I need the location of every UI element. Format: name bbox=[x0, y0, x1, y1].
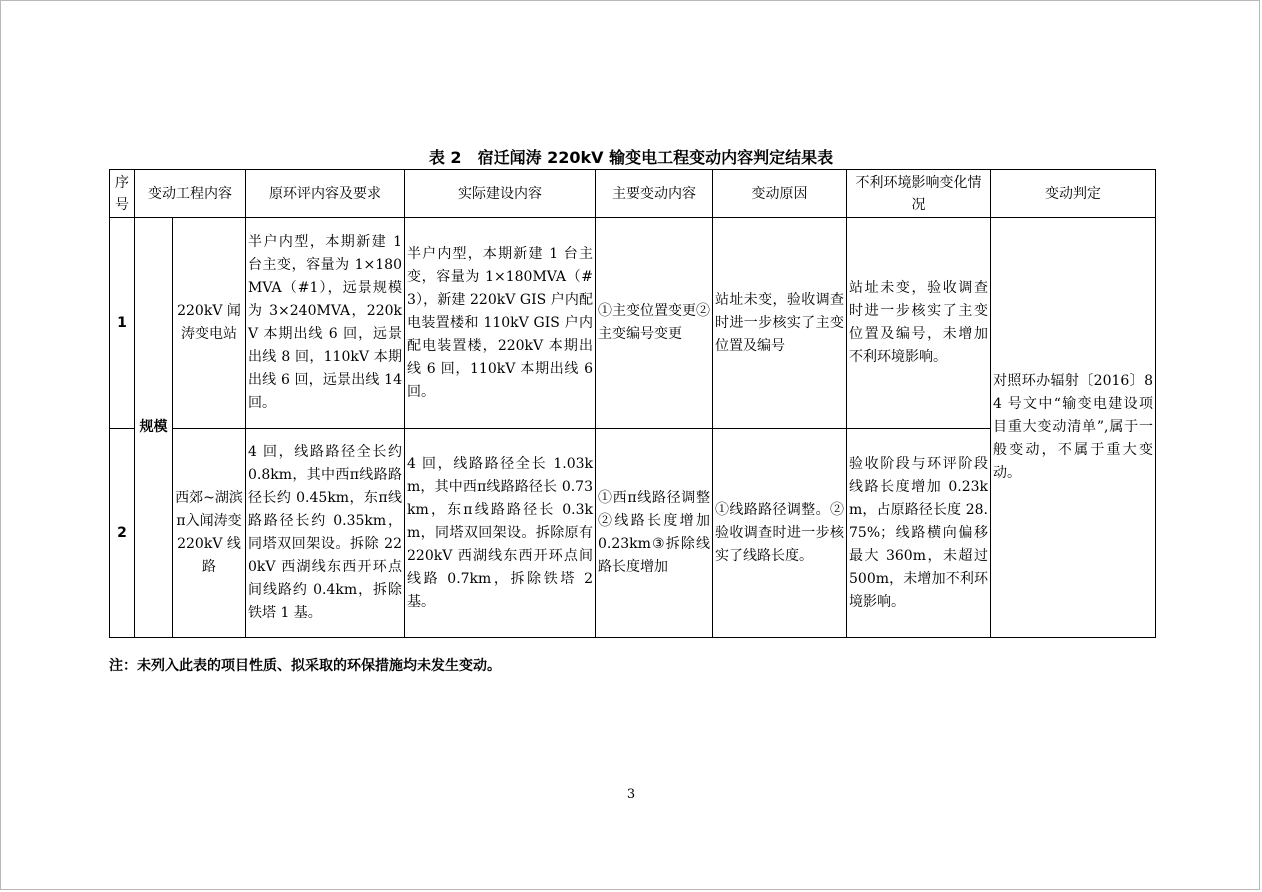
header-row bbox=[110, 170, 1156, 218]
header-main-change: 主要变动内容 bbox=[596, 170, 713, 218]
row-seq: 2 bbox=[110, 429, 135, 638]
header-original: 原环评内容及要求 bbox=[246, 170, 405, 218]
row-original: 半户内型，本期新建 1 台主变，容量为 1×180MVA（#1），远景规模为 3×240MVA，220kV 本期出线 6 回，远景出线 8 回，110kV 本期出线 6 回，远景出线 14 回。 bbox=[246, 218, 405, 429]
row-seq: 1 bbox=[110, 218, 135, 429]
row-impact: 站址未变，验收调查时进一步核实了主变位置及编号，未增加不利环境影响。 bbox=[847, 218, 991, 429]
group-label: 规模 bbox=[135, 218, 173, 638]
row-main-change: ①西π线路径调整②线路长度增加 0.23km③拆除线路长度增加 bbox=[596, 429, 713, 638]
judgment-cell: 对照环办辐射〔2016〕84 号文中“输变电建设项目重大变动清单”,属于一般变动，不属于重大变动。 bbox=[991, 218, 1156, 638]
header-judgment: 变动判定 bbox=[991, 170, 1156, 218]
row-reason: 站址未变，验收调查时进一步核实了主变位置及编号 bbox=[713, 218, 847, 429]
row-item: 220kV 闻涛变电站 bbox=[173, 218, 246, 429]
row-reason: ①线路路径调整。②验收调查时进一步核实了线路长度。 bbox=[713, 429, 847, 638]
table-note: 注：未列入此表的项目性质、拟采取的环保措施均未发生变动。 bbox=[109, 658, 501, 674]
header-actual: 实际建设内容 bbox=[405, 170, 596, 218]
table-row bbox=[110, 218, 1156, 429]
row-item: 西郊~湖滨π入闻涛变 220kV 线路 bbox=[173, 429, 246, 638]
change-judgment-table bbox=[109, 169, 1156, 638]
page-number: 3 bbox=[626, 787, 636, 802]
header-impact: 不利环境影响变化情况 bbox=[847, 170, 991, 218]
row-original: 4 回，线路路径全长约 0.8km，其中西π线路路径长约 0.45km，东π线路路径长约 0.35km，同塔双回架设。拆除 220kV 西湖线东西开环点间线路约 0.4km，拆除铁塔 1 基。 bbox=[246, 429, 405, 638]
row-impact: 验收阶段与环评阶段线路长度增加 0.23km，占原路径长度 28.75%；线路横向偏移最大 360m，未超过 500m，未增加不利环境影响。 bbox=[847, 429, 991, 638]
row-actual: 4 回，线路路径全长 1.03km，其中西π线路路径长 0.73km，东π线路路径长 0.3km，同塔双回架设。拆除原有 220kV 西湖线东西开环点间线路 0.7km，拆除铁塔 2 基。 bbox=[405, 429, 596, 638]
header-seq: 序号 bbox=[110, 170, 135, 218]
table-title: 表 2 宿迁闻涛 220kV 输变电工程变动内容判定结果表 bbox=[428, 148, 834, 167]
header-reason: 变动原因 bbox=[713, 170, 847, 218]
row-main-change: ①主变位置变更②主变编号变更 bbox=[596, 218, 713, 429]
header-item: 变动工程内容 bbox=[135, 170, 246, 218]
row-actual: 半户内型，本期新建 1 台主变，容量为 1×180MVA（#3），新建 220kV GIS 户内配电装置楼和 110kV GIS 户内配电装置楼，220kV 本期出线 6 回，110kV 本期出线 6 回。 bbox=[405, 218, 596, 429]
